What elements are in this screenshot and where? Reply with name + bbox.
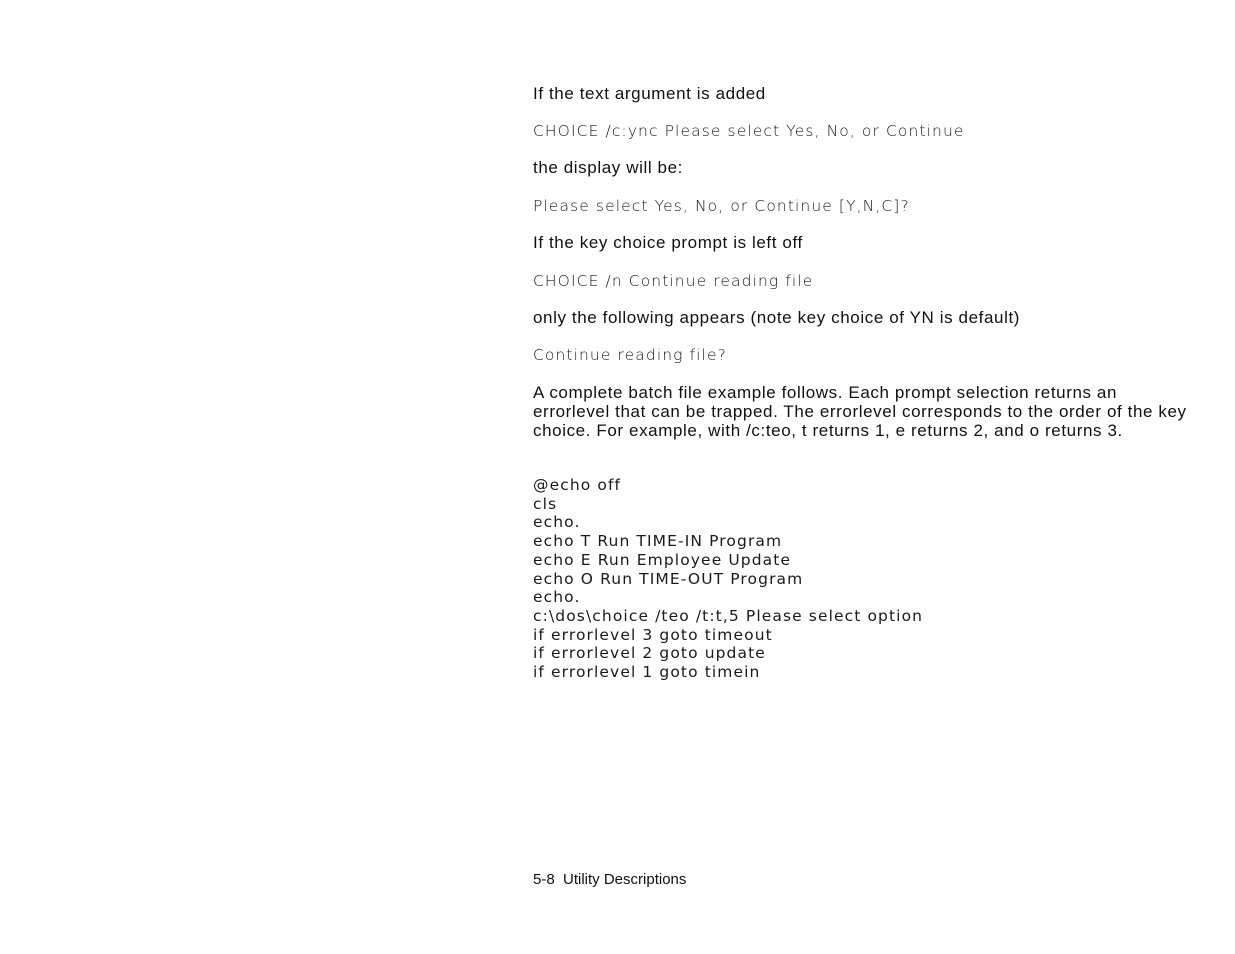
paragraph-following-appears: only the following appears (note key choice of YN is default) — [533, 308, 1021, 327]
paragraph-batch-example: A complete batch file example follows. Each prompt selection returns an errorlevel that can be trapped. The errorlevel corresponds to the order of the key choice. For example, with /c:teo, t returns 1, e returns 2, and o returns 3. — [533, 383, 1187, 440]
code-text-argument: CHOICE /c:ync Please select Yes, No, or Continue — [533, 122, 965, 140]
batch-line: c:\dos\choice /teo /t:t,5 Please select option — [533, 606, 924, 625]
batch-line: echo T Run TIME-IN Program — [533, 532, 783, 551]
paragraph-display: the display will be: — [533, 158, 683, 177]
batch-line: cls — [533, 494, 558, 513]
batch-line: echo E Run Employee Update — [533, 550, 792, 569]
batch-file-listing — [533, 476, 923, 682]
batch-line: @echo off — [533, 476, 622, 494]
page-footer: 5-8 Utility Descriptions — [533, 871, 687, 888]
batch-line: echo. — [533, 513, 581, 532]
batch-line: if errorlevel 3 goto timeout — [533, 625, 773, 644]
code-prompt-left-off: CHOICE /n Continue reading file — [533, 272, 814, 290]
code-following-output: Continue reading file? — [533, 346, 727, 364]
batch-line: if errorlevel 1 goto timein — [533, 663, 761, 682]
batch-line: echo. — [533, 588, 581, 607]
batch-line: if errorlevel 2 goto update — [533, 644, 766, 663]
batch-line: echo O Run TIME-OUT Program — [533, 569, 804, 588]
paragraph-prompt-left-off: If the key choice prompt is left off — [533, 233, 803, 252]
paragraph-text-argument: If the text argument is added — [533, 84, 766, 103]
code-display-output: Please select Yes, No, or Continue [Y,N,C]? — [533, 197, 910, 215]
